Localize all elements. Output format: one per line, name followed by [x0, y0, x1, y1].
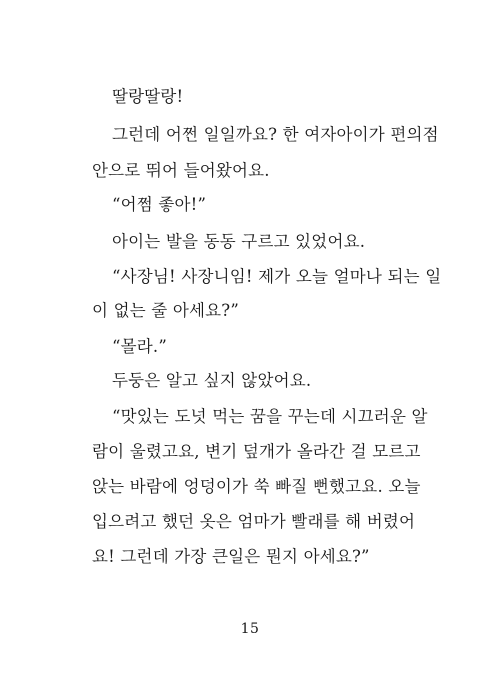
text-line: 아이는 발을 동동 구르고 있었어요. [112, 232, 366, 251]
text-line: 두둥은 알고 싶지 않았어요. [112, 371, 312, 390]
text-line: 앉는 바람에 엉덩이가 쑥 빠질 뻔했고요. 오늘 [92, 477, 421, 496]
text-line: “어쩜 좋아!” [112, 195, 207, 214]
text-line: 이 없는 줄 아세요?” [92, 301, 239, 320]
text-line: 안으로 뛰어 들어왔어요. [92, 161, 270, 180]
page-number: 15 [240, 621, 260, 637]
text-line: “사장님! 사장니임! 제가 오늘 얼마나 되는 일 [112, 267, 442, 286]
text-line: 입으려고 했던 옷은 엄마가 빨래를 해 버렸어 [92, 512, 416, 531]
text-line: 람이 울렸고요, 변기 덮개가 올라간 걸 모르고 [92, 442, 421, 461]
text-line: “몰라.” [112, 337, 167, 356]
text-line: 그런데 어쩐 일일까요? 한 여자아이가 편의점 [112, 125, 439, 144]
text-line: “맛있는 도넛 먹는 꿈을 꾸는데 시끄러운 알 [112, 407, 428, 426]
text-line: 딸랑딸랑! [112, 87, 184, 106]
text-line: 요! 그런데 가장 큰일은 뭔지 아세요?” [92, 547, 370, 566]
